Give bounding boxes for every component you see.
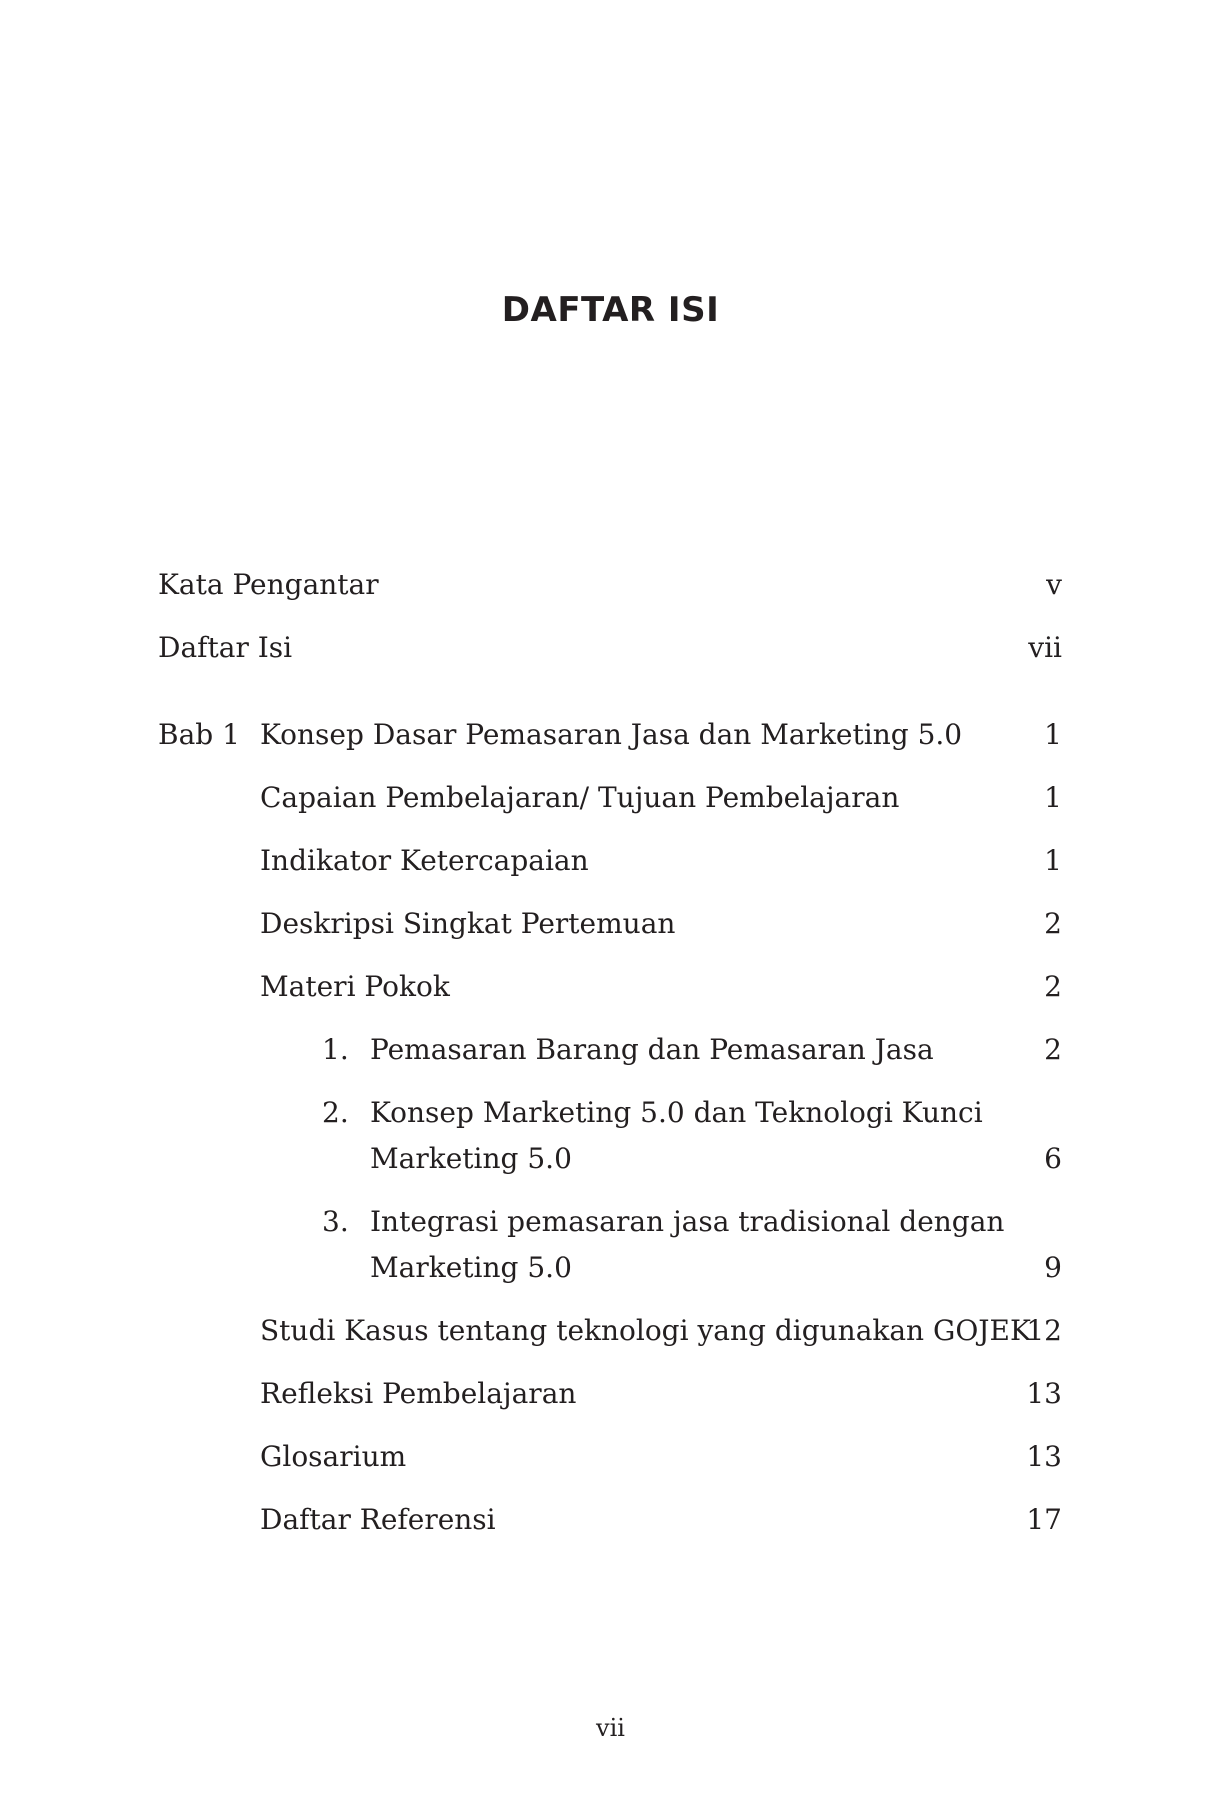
- toc-subentry: [322, 1205, 1062, 1285]
- toc-entry-label: Capaian Pembelajaran/ Tujuan Pembelajaran: [260, 781, 900, 814]
- toc-entry-page: 17: [1026, 1503, 1062, 1536]
- subentry-number: 1.: [322, 1033, 349, 1066]
- toc-entry-label: Konsep Marketing 5.0 dan Teknologi Kunci: [370, 1096, 983, 1129]
- toc-entry-label-continued: Marketing 5.0: [370, 1142, 572, 1175]
- subentry-number: 3.: [322, 1205, 349, 1238]
- toc-entry-page: 1: [1044, 718, 1062, 751]
- toc-entry-page: 2: [1044, 970, 1062, 1003]
- toc-entry-label: Refleksi Pembelajaran: [260, 1377, 577, 1410]
- toc-entry-label: Pemasaran Barang dan Pemasaran Jasa: [370, 1033, 934, 1066]
- page-title: DAFTAR ISI: [501, 290, 720, 330]
- toc-entry-page: 1: [1044, 781, 1062, 814]
- toc-entry-label: Studi Kasus tentang teknologi yang digunakan GOJEK: [260, 1314, 1031, 1347]
- chapter-label: Konsep Dasar Pemasaran Jasa dan Marketing 5.0: [260, 718, 963, 751]
- page-number-footer: vii: [596, 1714, 625, 1742]
- toc-entry-page: 6: [1044, 1142, 1062, 1175]
- toc-entry-page: v: [1046, 568, 1062, 601]
- toc-entry-page: 13: [1026, 1440, 1062, 1473]
- toc-entry-label: Indikator Ketercapaian: [260, 844, 589, 877]
- toc-entry-label: Glosarium: [260, 1440, 407, 1473]
- toc-entry-page: 2: [1044, 907, 1062, 940]
- toc-entry-page: 13: [1026, 1377, 1062, 1410]
- subentry-number: 2.: [322, 1096, 349, 1129]
- toc-entry-page: 9: [1044, 1251, 1062, 1284]
- toc-entry-label: Daftar Referensi: [260, 1503, 496, 1536]
- toc-entry-page: 1: [1044, 844, 1062, 877]
- toc-entry-page: 12: [1026, 1314, 1062, 1347]
- toc-entry-label: Materi Pokok: [260, 970, 450, 1003]
- toc-entry-page: vii: [1028, 631, 1062, 664]
- toc-entry-label: Kata Pengantar: [158, 568, 379, 601]
- chapter-prefix: Bab 1: [158, 718, 240, 751]
- toc-entry-label: Integrasi pemasaran jasa tradisional dengan: [370, 1205, 1005, 1238]
- toc-entry-label-continued: Marketing 5.0: [370, 1251, 572, 1284]
- toc-entry-page: 2: [1044, 1033, 1062, 1066]
- toc-subentry: [322, 1096, 1062, 1176]
- toc-entry-label: Daftar Isi: [158, 631, 293, 664]
- toc-entry-label: Deskripsi Singkat Pertemuan: [260, 907, 676, 940]
